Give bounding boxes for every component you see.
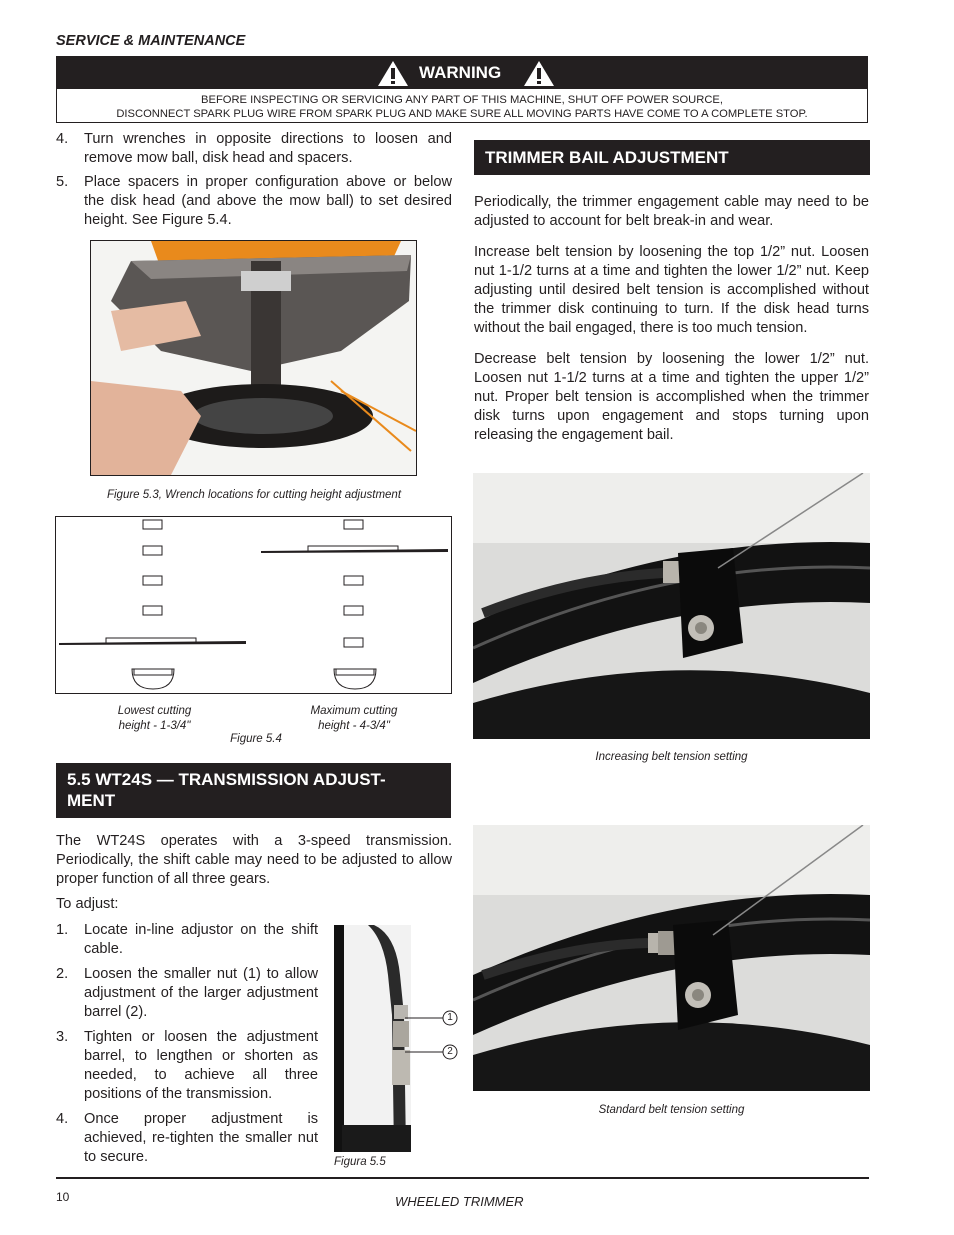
warning-line-1: BEFORE INSPECTING OR SERVICING ANY PART OF THIS MACHINE, SHUT OFF POWER SOURCE, — [201, 94, 723, 106]
transmission-intro: The WT24S operates with a 3-speed transmission. Periodically, the shift cable may need to be adjusted to allow proper function of all three gears. — [56, 833, 452, 887]
standard-tension-photo — [473, 825, 870, 1091]
maximum-height-label — [290, 704, 418, 734]
figure-5-5-caption: Figura 5.5 — [334, 1156, 386, 1168]
step-number: 5. — [56, 174, 69, 190]
warning-triangle-icon — [523, 60, 555, 87]
to-adjust-label: To adjust: — [56, 896, 119, 912]
step-number: 1. — [56, 922, 69, 938]
heading-line: MENT — [67, 791, 116, 810]
shift-cable-illustration — [334, 925, 411, 1152]
figure-5-4-diagram — [55, 516, 452, 694]
figure-5-3-caption: Figure 5.3, Wrench locations for cutting height adjustment — [106, 489, 402, 501]
label-line: height - 1-3/4" — [118, 720, 191, 732]
trimmer-bail-paragraph-1: Periodically, the trimmer engagement cable may need to be adjusted to account for belt break-in and wear. — [474, 194, 869, 229]
label-line: Lowest cutting — [117, 705, 192, 717]
step-number: 4. — [56, 1111, 69, 1127]
section-header: SERVICE & MAINTENANCE — [56, 33, 246, 49]
increasing-tension-photo — [473, 473, 870, 739]
figure-5-4-caption: Figure 5.4 — [230, 733, 282, 745]
step-number: 3. — [56, 1029, 69, 1045]
trimmer-bail-heading: TRIMMER BAIL ADJUSTMENT — [474, 140, 870, 175]
step-text: Once proper adjustment is achieved, re-tighten the smaller nut to secure. — [84, 1111, 318, 1165]
photo-2-caption: Standard belt tension setting — [598, 1104, 745, 1116]
page-number: 10 — [56, 1190, 70, 1204]
transmission-heading — [56, 763, 451, 818]
warning-triangle-icon — [377, 60, 409, 87]
figure-5-3-photo — [90, 240, 417, 476]
spacer-configuration-drawing — [56, 517, 451, 693]
warning-text — [57, 93, 867, 121]
label-line: Maximum cutting — [310, 705, 398, 717]
step-text: Tighten or loosen the adjustment barrel, to lengthen or shorten as needed, to achieve all three positions of the transmission. — [84, 1029, 318, 1102]
step-text: Turn wrenches in opposite directions to loosen and remove mow ball, disk head and spacers. — [84, 131, 452, 166]
step-number: 4. — [56, 131, 69, 147]
warning-line-2: DISCONNECT SPARK PLUG WIRE FROM SPARK PLUG AND MAKE SURE ALL MOVING PARTS HAVE COME TO A COMPLETE STOP. — [116, 108, 808, 120]
trimmer-bail-paragraph-2: Increase belt tension by loosening the top 1/2” nut. Loosen nut 1-1/2 turns at a time and tighten the lower 1/2” nut. Keep adjusting until desired belt tension is accomplished without the trimmer disk continuing to turn. If the disk head turns without the bail engaged, there is too much tension. — [474, 244, 869, 336]
mower-disk-illustration — [91, 241, 416, 475]
figure-5-5-photo — [334, 925, 411, 1152]
heading-line: 5.5 WT24S — TRANSMISSION ADJUST- — [67, 770, 386, 789]
step-text: Loosen the smaller nut (1) to allow adjustment of the larger adjustment barrel (2). — [84, 966, 318, 1020]
callout-2-label: 2 — [447, 1046, 453, 1057]
trimmer-bail-paragraph-3: Decrease belt tension by loosening the lower 1/2” nut. Loosen nut 1-1/2 turns at a time and tighten the upper 1/2” nut. Proper belt tension is accomplished when the trimmer disk turns upon engagement and stops turning upon releasing the engagement bail. — [474, 351, 869, 443]
cable-bracket-illustration — [473, 825, 870, 1091]
step-text: Place spacers in proper configuration above or below the disk head (and above the mow ball) to set desired height. See Figure 5.4. — [84, 174, 452, 228]
photo-1-caption: Increasing belt tension setting — [595, 751, 748, 763]
warning-title: WARNING — [419, 63, 502, 82]
cable-bracket-illustration — [473, 473, 870, 739]
warning-bar — [57, 57, 867, 89]
footer-title: WHEELED TRIMMER — [395, 1194, 524, 1209]
warning-box — [56, 56, 868, 123]
callout-1-label: 1 — [447, 1012, 453, 1023]
label-line: height - 4-3/4" — [318, 720, 390, 732]
lowest-height-label — [92, 704, 217, 734]
step-text: Locate in-line adjustor on the shift cable. — [84, 922, 318, 957]
step-number: 2. — [56, 966, 69, 982]
footer-rule — [56, 1177, 869, 1179]
